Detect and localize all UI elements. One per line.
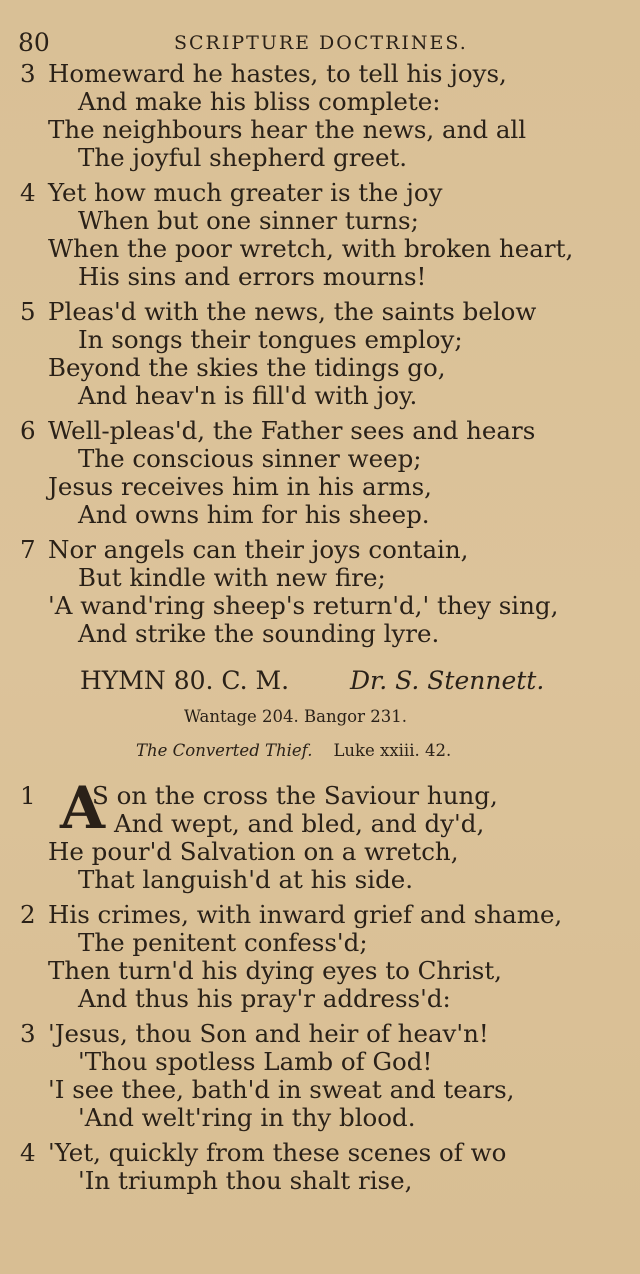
verse-line: 'I see thee, bath'd in sweat and tears, xyxy=(48,1075,515,1104)
hymn80-stanza-1 xyxy=(14,774,634,894)
page-number: 80 xyxy=(18,28,50,57)
stanza-number: 3 xyxy=(20,1019,36,1048)
stanza-number: 3 xyxy=(20,59,36,88)
stanza-5 xyxy=(14,298,634,410)
stanza-number: 1 xyxy=(20,781,36,810)
running-title: SCRIPTURE DOCTRINES. xyxy=(174,32,468,54)
verse-line: And make his bliss complete: xyxy=(78,87,441,116)
stanza-number: 4 xyxy=(20,178,36,207)
verse-line: Nor angels can their joys contain, xyxy=(48,535,469,564)
hymn-heading xyxy=(14,664,634,698)
verse-line: And owns him for his sheep. xyxy=(78,500,430,529)
subject-title: The Converted Thief. xyxy=(136,741,313,760)
hymn80-stanza-2 xyxy=(14,901,634,1013)
stanza-3 xyxy=(14,60,634,172)
hymn-author: Dr. S. Stennett. xyxy=(350,666,545,695)
verse-line: Then turn'd his dying eyes to Christ, xyxy=(48,956,502,985)
verse-line: Pleas'd with the news, the saints below xyxy=(48,297,537,326)
verse-line: And heav'n is fill'd with joy. xyxy=(78,381,418,410)
tune-references: Wantage 204. Bangor 231. xyxy=(184,707,407,726)
verse-line: 'A wand'ring sheep's return'd,' they sing, xyxy=(48,591,559,620)
hymn-number: HYMN 80. C. M. xyxy=(80,666,290,695)
verse-line: The penitent confess'd; xyxy=(78,928,368,957)
verse-line: That languish'd at his side. xyxy=(78,865,414,894)
verse-line: His sins and errors mourns! xyxy=(78,262,427,291)
stanza-number: 6 xyxy=(20,416,36,445)
verse-line: And strike the sounding lyre. xyxy=(78,619,440,648)
hymn80-stanza-3 xyxy=(14,1020,634,1132)
verse-line: The neighbours hear the news, and all xyxy=(48,115,527,144)
verse-line: And wept, and bled, and dy'd, xyxy=(114,809,485,838)
verse-line: Beyond the skies the tidings go, xyxy=(48,353,446,382)
verse-line: When the poor wretch, with broken heart, xyxy=(48,234,574,263)
verse-line: 'Jesus, thou Son and heir of heav'n! xyxy=(48,1019,489,1048)
verse-line: 'And welt'ring in thy blood. xyxy=(78,1103,416,1132)
stanza-6 xyxy=(14,417,634,529)
verse-line: The conscious sinner weep; xyxy=(78,444,422,473)
verse-line: When but one sinner turns; xyxy=(78,206,419,235)
verse-line: Yet how much greater is the joy xyxy=(48,178,443,207)
hymn-subject xyxy=(14,738,634,764)
verse-line: 'Thou spotless Lamb of God! xyxy=(78,1047,433,1076)
verse-line: His crimes, with inward grief and shame, xyxy=(48,900,563,929)
stanza-number: 4 xyxy=(20,1138,36,1167)
stanza-4 xyxy=(14,179,634,291)
verse-line: In songs their tongues employ; xyxy=(78,325,463,354)
hymn80-stanza-4 xyxy=(14,1139,634,1195)
verse-line: 'Yet, quickly from these scenes of wo xyxy=(48,1138,507,1167)
verse-line: Homeward he hastes, to tell his joys, xyxy=(48,59,507,88)
verse-line: The joyful shepherd greet. xyxy=(78,143,408,172)
stanza-7 xyxy=(14,536,634,648)
verse-line: He pour'd Salvation on a wretch, xyxy=(48,837,459,866)
verse-line: And thus his pray'r address'd: xyxy=(78,984,451,1013)
stanza-number: 7 xyxy=(20,535,36,564)
verse-line: 'In triumph thou shalt rise, xyxy=(78,1166,413,1195)
verse-line: Well-pleas'd, the Father sees and hears xyxy=(48,416,536,445)
verse-line: But kindle with new fire; xyxy=(78,563,386,592)
page-content xyxy=(14,60,634,1195)
scripture-reference: Luke xxiii. 42. xyxy=(333,741,452,760)
stanza-number: 2 xyxy=(20,900,36,929)
drop-cap: A xyxy=(60,774,106,842)
verse-line: Jesus receives him in his arms, xyxy=(48,472,432,501)
page-header xyxy=(14,28,626,62)
stanza-number: 5 xyxy=(20,297,36,326)
verse-line: S on the cross the Saviour hung, xyxy=(92,781,498,810)
